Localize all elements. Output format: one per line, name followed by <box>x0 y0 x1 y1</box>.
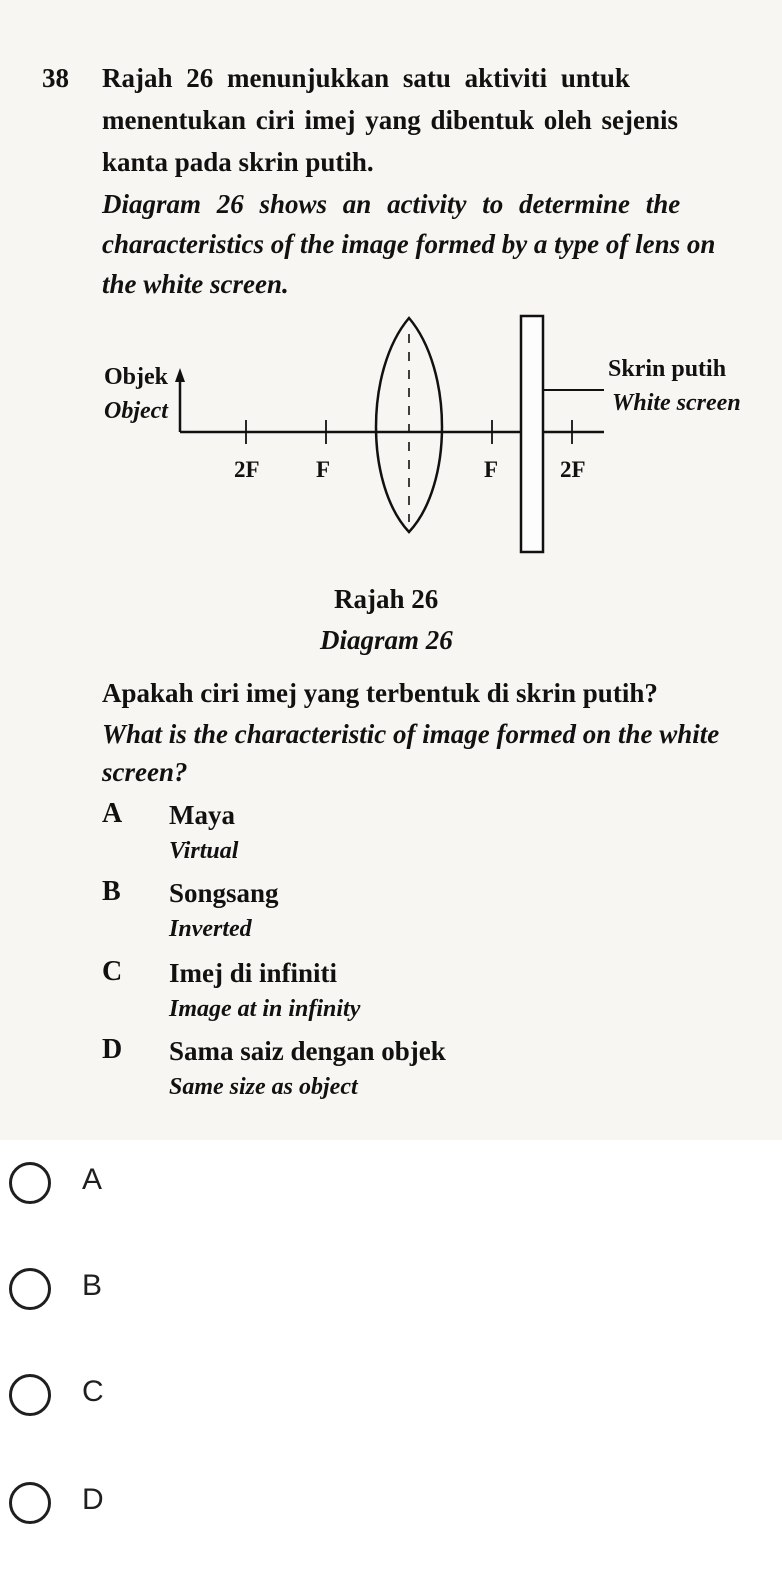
tick-label-f-right: F <box>484 457 499 482</box>
option-c-en: Image at in infinity <box>169 996 361 1022</box>
option-d-ms: Sama saiz dengan objek <box>169 1036 446 1066</box>
object-arrowhead <box>175 368 185 382</box>
option-a-ms: Maya <box>169 800 235 830</box>
option-b-ms: Songsang <box>169 878 279 908</box>
option-c-letter: C <box>102 956 123 987</box>
prompt-en-line1: What is the characteristic of image formed on the white <box>102 719 720 749</box>
radio-button-a[interactable] <box>9 1162 51 1204</box>
diagram-caption-en: Diagram 26 <box>320 625 453 655</box>
answer-option-b[interactable] <box>0 1242 782 1342</box>
answer-label-d[interactable]: D <box>82 1483 104 1516</box>
option-a-en: Virtual <box>169 838 239 864</box>
question-text-ms-line2: menentukan ciri imej yang dibentuk oleh sejenis <box>102 105 679 135</box>
answer-label-b[interactable]: B <box>82 1269 103 1302</box>
screen-label-ms: Skrin putih <box>608 356 727 382</box>
object-label-en: Object <box>104 398 168 424</box>
object-label-ms: Objek <box>104 364 169 390</box>
tick-label-2f-left: 2F <box>234 457 260 482</box>
option-b-en: Inverted <box>169 916 252 942</box>
radio-button-b[interactable] <box>9 1268 51 1310</box>
radio-button-c[interactable] <box>9 1374 51 1416</box>
screen-label-en: White screen <box>612 390 741 416</box>
diagram-caption-ms: Rajah 26 <box>334 584 439 614</box>
option-b-letter: B <box>102 876 121 907</box>
question-text-ms-line1: Rajah 26 menunjukkan satu aktiviti untuk <box>102 63 630 93</box>
answer-label-a[interactable]: A <box>82 1163 103 1196</box>
answer-option-d[interactable] <box>0 1456 782 1556</box>
white-screen <box>521 316 543 552</box>
option-a-letter: A <box>102 798 123 829</box>
prompt-ms: Apakah ciri imej yang terbentuk di skrin putih? <box>102 678 658 708</box>
question-text-en-line1: Diagram 26 shows an activity to determine the <box>102 189 681 219</box>
answer-label-c[interactable]: C <box>82 1375 104 1408</box>
question-text-en-line2: characteristics of the image formed by a type of lens on <box>102 229 716 259</box>
lens-diagram <box>0 0 782 600</box>
tick-label-f-left: F <box>316 457 331 482</box>
option-d-letter: D <box>102 1034 123 1065</box>
prompt-en-line2: screen? <box>102 757 188 787</box>
radio-button-d[interactable] <box>9 1482 51 1524</box>
question-text-en-line3: the white screen. <box>102 269 289 299</box>
option-c-ms: Imej di infiniti <box>169 958 338 988</box>
answer-option-c[interactable] <box>0 1348 782 1448</box>
option-d-en: Same size as object <box>169 1074 358 1100</box>
answer-option-a[interactable] <box>0 1136 782 1236</box>
question-number: 38 <box>42 63 69 93</box>
tick-label-2f-right: 2F <box>560 457 586 482</box>
question-text-ms-line3: kanta pada skrin putih. <box>102 147 374 177</box>
